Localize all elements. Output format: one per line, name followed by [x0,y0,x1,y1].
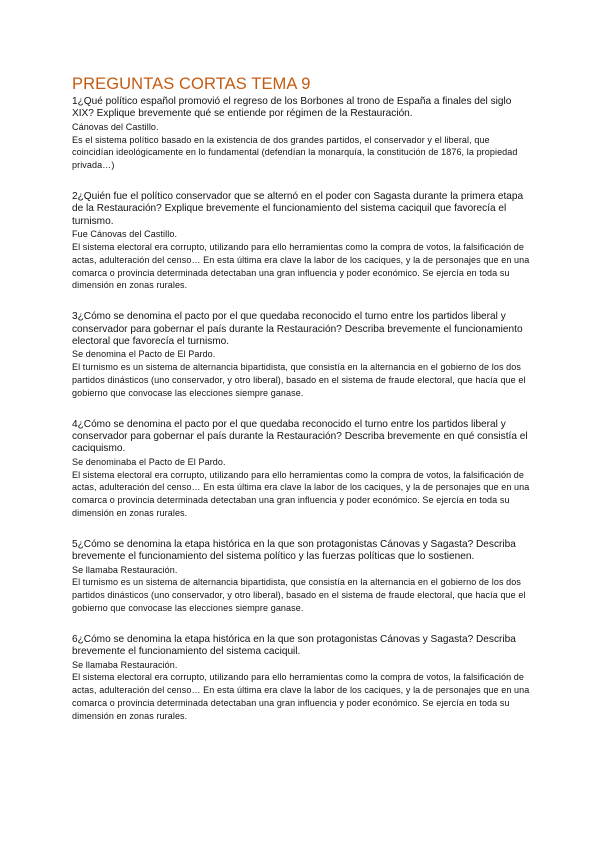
question-block-1 [72,96,532,172]
document-page [72,74,532,742]
question-text: 5¿Cómo se denomina la etapa histórica en la que son protagonistas Cánovas y Sagasta? Describa brevemente el funcionamiento del sistema político y las fuerzas políticas que lo sostienen. [72,538,516,563]
short-answer: Fue Cánovas del Castillo. [72,229,178,240]
question-text: 2¿Quién fue el político conservador que se alternó en el poder con Sagasta durante la primera etapa de la Restauración? Explique brevemente el funcionamiento del sistema caciquil que favorecía el turnismo. [72,191,524,227]
page-title: PREGUNTAS CORTAS TEMA 9 [72,75,311,93]
question-block-6 [72,634,532,723]
answer-text: El sistema electoral era corrupto, utilizando para ello herramientas como la compra de votos, la falsificación de actas, adulteración del censo… En esta última era clave la labor de los caciques, y la de personajes que en una comarca o provincia determinada detectaban una gran influencia y poder económico. Se ejercía en toda su dimensión en zonas rurales. [72,242,530,291]
question-text: 4¿Cómo se denomina el pacto por el que quedaba reconocido el turno entre los partidos liberal y conservador para gobernar el país durante la Restauración? Describa brevemente en qué consistía el caciquismo. [72,418,528,455]
question-text: 3¿Cómo se denomina el pacto por el que quedaba reconocido el turno entre los partidos liberal y conservador para gobernar el país durante la Restauración? Describa brevemente el funcionamiento electoral que favorecía el turnismo. [72,311,523,348]
answer-text: El sistema electoral era corrupto, utilizando para ello herramientas como la compra de votos, la falsificación de actas, adulteración del censo… En esta última era clave la labor de los caciques, y la de personajes que en una comarca o provincia determinada detectaban una gran influencia y poder económico. Se ejercía en toda su dimensión en zonas rurales. [72,672,530,721]
question-block-4 [72,419,532,520]
answer-text: El sistema electoral era corrupto, utilizando para ello herramientas como la compra de votos, la falsificación de actas, adulteración del censo… En esta última era clave la labor de los caciques, y la de personajes que en una comarca o provincia determinada detectaban una gran influencia y poder económico. Se ejercía en toda su dimensión en zonas rurales. [72,469,530,519]
question-text: 1¿Qué político español promovió el regreso de los Borbones al trono de España a finales del siglo XIX? Explique brevemente qué se entiende por régimen de la Restauración. [72,96,512,120]
short-answer: Cánovas del Castillo. [72,121,159,132]
short-answer: Se denomina el Pacto de El Pardo. [72,349,216,360]
short-answer: Se llamaba Restauración. [72,659,178,670]
question-block-3 [72,311,532,399]
question-block-5 [72,539,532,615]
answer-text: Es el sistema político basado en la existencia de dos grandes partidos, el conservador y el liberal, que coincidían ideológicamente en lo fundamental (defendían la monarquía, la constitución de 1876, la propiedad privada…) [72,134,518,171]
answer-text: El turnismo es un sistema de alternancia bipartidista, que consistía en la alternancia en el gobierno de los dos partidos dinásticos (uno conservador, y otro liberal), basado en el sistema de fraude electoral, que hacía que el gobierno que convocase las elecciones siempre ganase. [72,577,526,614]
question-block-2 [72,191,532,292]
answer-text: El turnismo es un sistema de alternancia bipartidista, que consistía en la alternancia en el gobierno de los dos partidos dinásticos (uno conservador, y otro liberal), basado en el sistema de fraude electoral, que hacía que el gobierno que convocase las elecciones siempre ganase. [72,362,526,398]
short-answer: Se denominaba el Pacto de El Pardo. [72,456,226,467]
question-text: 6¿Cómo se denomina la etapa histórica en la que son protagonistas Cánovas y Sagasta? Describa brevemente el funcionamiento del sistema caciquil. [72,633,516,658]
short-answer: Se llamaba Restauración. [72,564,178,575]
